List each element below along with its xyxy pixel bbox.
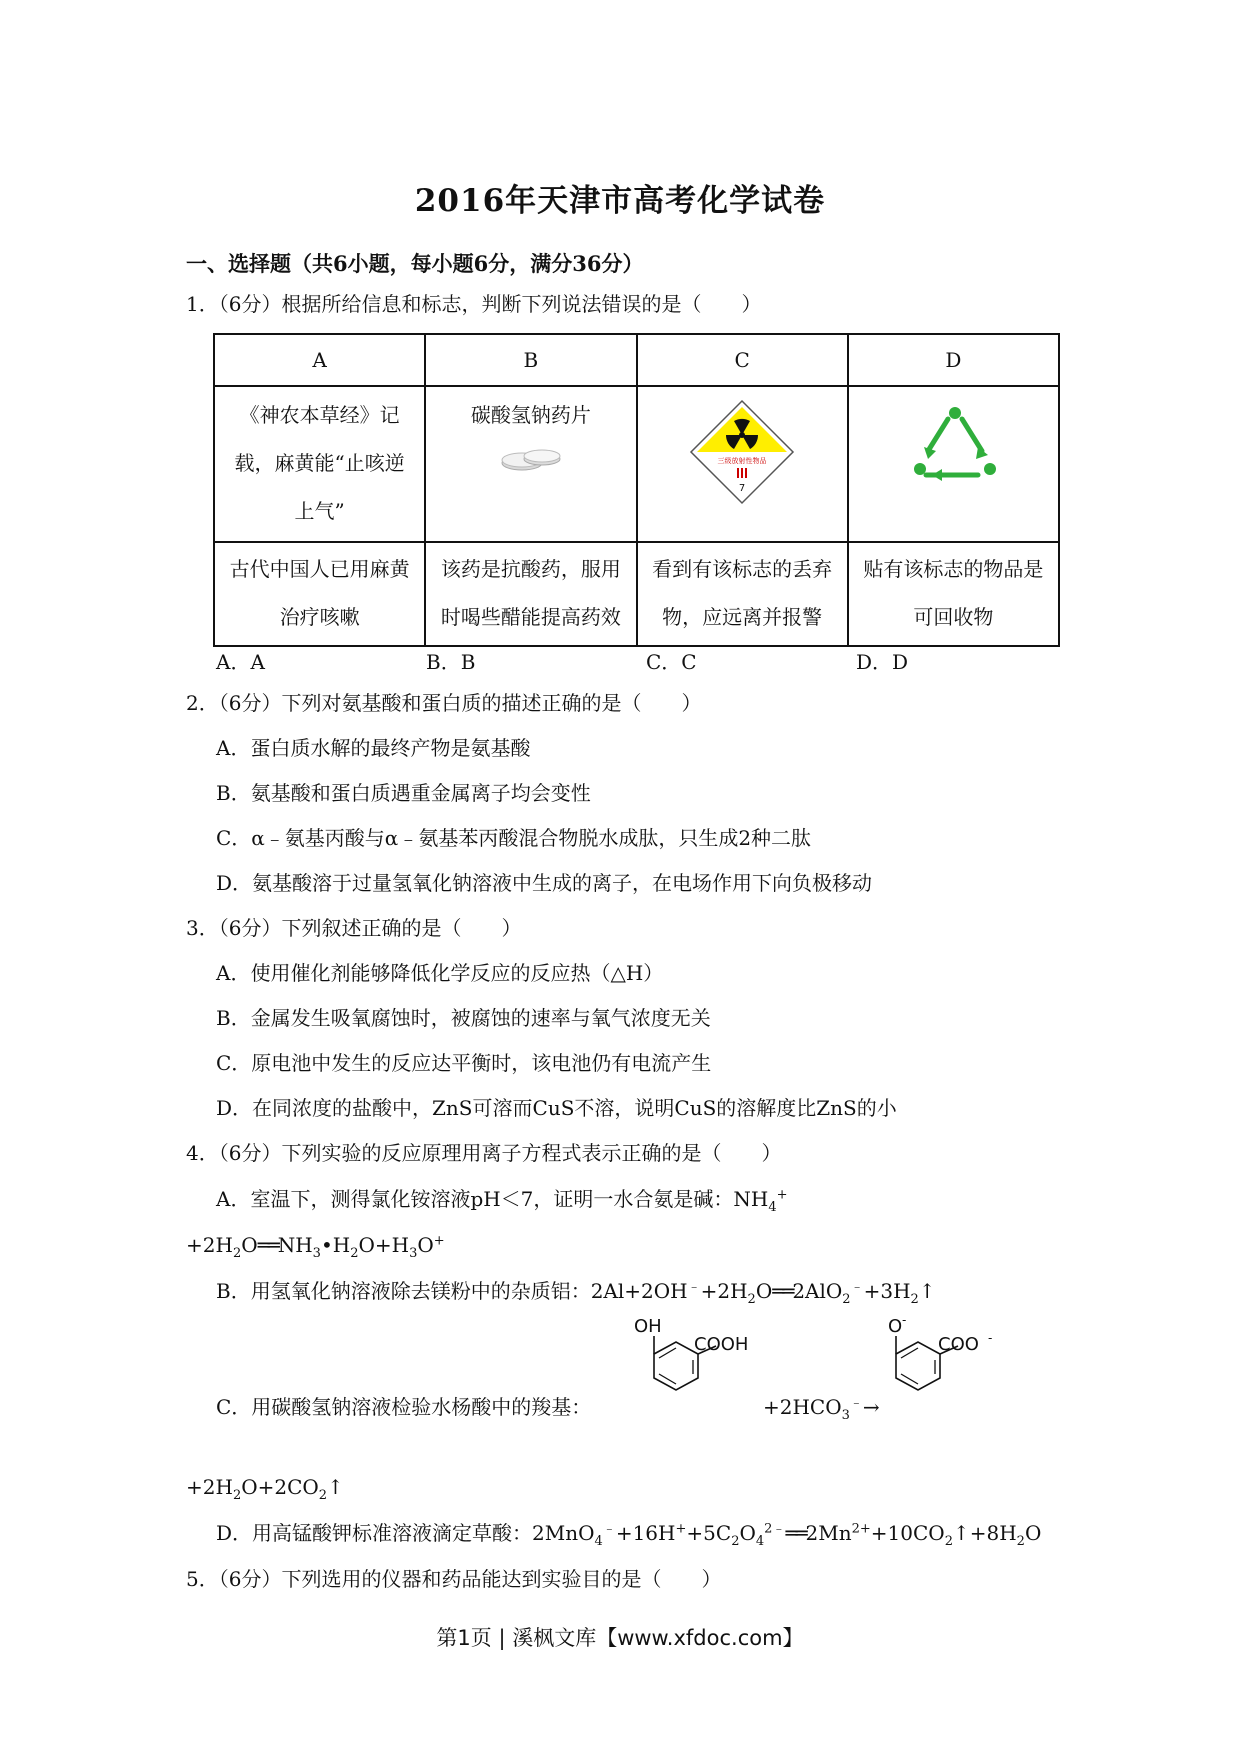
text-line: 古代中国人已用麻黄 — [229, 557, 410, 581]
sign-label: 三级放射性物品 — [717, 457, 767, 465]
question-4-stem: 4．（6分）下列实验的反应原理用离子方程式表示正确的是（ ） — [186, 1141, 782, 1165]
hydroxyl-label: OH — [634, 1316, 662, 1337]
column-header-a: A — [214, 334, 425, 386]
text-line: 碳酸氢钠药片 — [470, 403, 591, 427]
equation-fragment: $NH_4^+$ — [733, 1187, 788, 1215]
question-2-option-b: B．氨基酸和蛋白质遇重金属离子均会变性 — [216, 781, 591, 805]
phenoxide-label: O — [888, 1316, 903, 1337]
question-2-option-d: D．氨基酸溶于过量氢氧化钠溶液中生成的离子，在电场作用下向负极移动 — [216, 871, 873, 895]
question-5-stem: 5．（6分）下列选用的仪器和药品能达到实验目的是（ ） — [186, 1567, 722, 1591]
text-line: 物，应远离并报警 — [662, 605, 823, 629]
svg-text:-: - — [902, 1316, 907, 1327]
question-2-option-a: A．蛋白质水解的最终产物是氨基酸 — [216, 736, 531, 760]
column-header-d: D — [848, 334, 1059, 386]
option-text: B．用氢氧化钠溶液除去镁粉中的杂质铝： — [216, 1279, 591, 1303]
question-4-option-a — [216, 1186, 788, 1215]
equation: $2MnO_4^﹣+16H^++5C_2O_4^{2﹣}══2Mn^{2+}+10CO_2↑+8H_2O$ — [532, 1521, 1042, 1549]
tablets-image — [496, 439, 566, 475]
question-1-stem: 1．（6分）根据所给信息和标志，判断下列说法错误的是（ ） — [186, 292, 762, 316]
text-line: 可回收物 — [913, 605, 994, 629]
cell-c-info — [637, 386, 848, 542]
cell-b-description — [425, 542, 636, 646]
bicarbonate-reagent: $+2HCO_3^﹣\to$ — [763, 1395, 880, 1423]
page-title: 2016年天津市高考化学试卷 — [414, 183, 826, 219]
text-line: 上气” — [294, 499, 345, 523]
text-line: 《神农本草经》记 — [239, 403, 400, 427]
radioactive-sign-icon — [687, 397, 797, 507]
text-line: 时喝些醋能提高药效 — [440, 605, 621, 629]
question-4-option-a-equation: $+2H_2O══NH_3•H_2O+H_3O^+$ — [186, 1233, 445, 1261]
question-4-option-b — [216, 1278, 936, 1307]
question-3-option-b: B．金属发生吸氧腐蚀时，被腐蚀的速率与氧气浓度无关 — [216, 1006, 711, 1030]
cell-b-info — [425, 386, 636, 542]
text-line: 贴有该标志的物品是 — [863, 557, 1044, 581]
section-heading: 一、选择题（共6小题，每小题6分，满分36分） — [186, 251, 644, 276]
cell-a-description — [214, 542, 425, 646]
option-text: D．用高锰酸钾标准溶液滴定草酸： — [216, 1521, 533, 1545]
svg-text:-: - — [988, 1331, 993, 1345]
option-c: C．C — [646, 650, 697, 674]
salicylic-acid-structure — [624, 1316, 764, 1416]
carboxylate-label: COO — [938, 1334, 979, 1355]
salicylate-ion-structure — [866, 1316, 1006, 1416]
column-header-b: B — [425, 334, 636, 386]
text-line: 看到有该标志的丢弃 — [652, 557, 833, 581]
cell-d-description — [848, 542, 1059, 646]
question-2-stem: 2．（6分）下列对氨基酸和蛋白质的描述正确的是（ ） — [186, 691, 702, 715]
text-line: 载，麻黄能“止咳逆 — [234, 451, 405, 475]
sign-class-number: 7 — [738, 483, 746, 494]
page-footer: 第1页 | 溪枫文库【www.xfdoc.com】 — [436, 1626, 804, 1650]
recycling-sign-icon — [898, 397, 1008, 507]
question-4-option-c: C．用碳酸氢钠溶液检验水杨酸中的羧基： — [216, 1395, 592, 1419]
cell-a-info — [214, 386, 425, 542]
text-line: 该药是抗酸药，服用 — [440, 557, 621, 581]
carboxyl-label: COOH — [694, 1334, 749, 1355]
question-3-option-d: D．在同浓度的盐酸中，ZnS可溶而CuS不溶，说明CuS的溶解度比ZnS的小 — [216, 1096, 897, 1120]
question-2-option-c: C．α﹣氨基丙酸与α﹣氨基苯丙酸混合物脱水成肽，只生成2种二肽 — [216, 826, 812, 850]
question-3-option-a: A．使用催化剂能够降低化学反应的反应热（△H） — [216, 961, 664, 985]
cell-c-description — [637, 542, 848, 646]
column-header-c: C — [637, 334, 848, 386]
option-a: A．A — [216, 650, 265, 674]
equation: $2Al+2OH^﹣+2H_2O══2AlO_2^﹣+3H_2↑$ — [590, 1279, 936, 1307]
question-3-stem: 3．（6分）下列叙述正确的是（ ） — [186, 916, 522, 940]
text-line: 治疗咳嗽 — [279, 605, 360, 629]
reagent-text: +2HCO — [763, 1395, 842, 1419]
question-4-option-d — [216, 1520, 1042, 1549]
option-text: A．室温下，测得氯化铵溶液pH＜7，证明一水合氨是碱： — [216, 1187, 734, 1211]
option-b: B．B — [426, 650, 476, 674]
cell-d-info — [848, 386, 1059, 542]
question-4-option-c-equation: $+2H_2O+2CO_2↑$ — [186, 1475, 344, 1503]
question-1-table — [213, 333, 1060, 647]
question-3-option-c: C．原电池中发生的反应达平衡时，该电池仍有电流产生 — [216, 1051, 712, 1075]
option-d: D．D — [856, 650, 909, 674]
